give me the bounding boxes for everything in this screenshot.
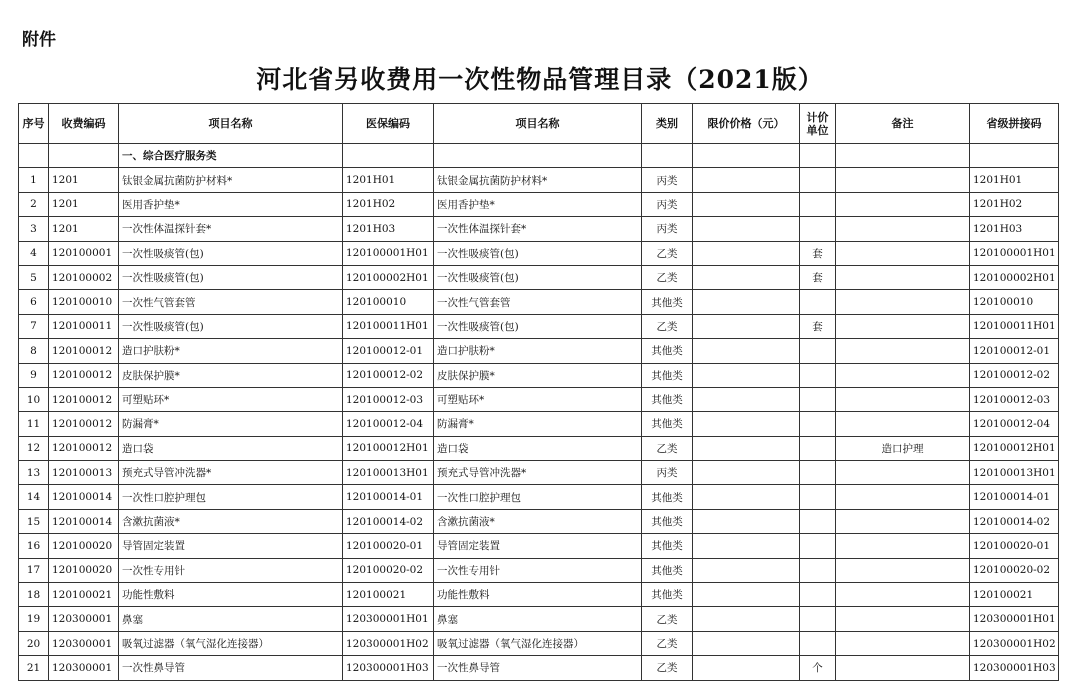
item-name-cell: 导管固定装置 xyxy=(119,534,343,558)
insurance-code-cell: 120100002H01 xyxy=(343,265,434,289)
table-row xyxy=(19,339,1059,363)
item-name-cell: 皮肤保护膜* xyxy=(119,363,343,387)
remark-cell: 造口护理 xyxy=(836,436,970,460)
unit-cell xyxy=(800,412,836,436)
remark-cell xyxy=(836,558,970,582)
insurance-code-cell: 120100001H01 xyxy=(343,241,434,265)
header-remark: 备注 xyxy=(836,104,970,144)
remark-cell xyxy=(836,265,970,289)
provincial-code-cell: 120100013H01 xyxy=(970,461,1059,485)
item-name-2-cell: 钛银金属抗菌防护材料* xyxy=(434,168,642,192)
category-cell: 乙类 xyxy=(642,314,693,338)
section-empty-cell xyxy=(343,144,434,168)
unit-cell xyxy=(800,192,836,216)
unit-cell: 套 xyxy=(800,241,836,265)
catalog-table xyxy=(18,103,1059,681)
item-name-cell: 一次性吸痰管(包) xyxy=(119,241,343,265)
provincial-code-cell: 120100020-01 xyxy=(970,534,1059,558)
price-cell xyxy=(693,290,800,314)
price-cell xyxy=(693,314,800,338)
table-row xyxy=(19,314,1059,338)
unit-cell xyxy=(800,558,836,582)
category-cell: 其他类 xyxy=(642,509,693,533)
provincial-code-cell: 120100012-04 xyxy=(970,412,1059,436)
category-cell: 其他类 xyxy=(642,363,693,387)
table-row xyxy=(19,485,1059,509)
seq-cell: 7 xyxy=(19,314,49,338)
item-name-2-cell: 预充式导管冲洗器* xyxy=(434,461,642,485)
item-name-cell: 预充式导管冲洗器* xyxy=(119,461,343,485)
fee-code-cell: 120100012 xyxy=(49,436,119,460)
unit-cell xyxy=(800,436,836,460)
item-name-cell: 一次性专用针 xyxy=(119,558,343,582)
category-cell: 乙类 xyxy=(642,241,693,265)
item-name-cell: 医用香护垫* xyxy=(119,192,343,216)
fee-code-cell: 120100012 xyxy=(49,387,119,411)
insurance-code-cell: 1201H01 xyxy=(343,168,434,192)
price-cell xyxy=(693,583,800,607)
seq-cell: 5 xyxy=(19,265,49,289)
category-cell: 丙类 xyxy=(642,168,693,192)
insurance-code-cell: 120300001H01 xyxy=(343,607,434,631)
fee-code-cell: 120100011 xyxy=(49,314,119,338)
header-price-limit: 限价价格（元） xyxy=(693,104,800,144)
table-row xyxy=(19,241,1059,265)
seq-cell: 4 xyxy=(19,241,49,265)
table-row xyxy=(19,387,1059,411)
item-name-cell: 造口袋 xyxy=(119,436,343,460)
price-cell xyxy=(693,485,800,509)
insurance-code-cell: 120100021 xyxy=(343,583,434,607)
section-empty-cell xyxy=(693,144,800,168)
unit-cell: 个 xyxy=(800,656,836,680)
unit-cell xyxy=(800,217,836,241)
table-row xyxy=(19,558,1059,582)
category-cell: 其他类 xyxy=(642,534,693,558)
unit-cell xyxy=(800,339,836,363)
item-name-cell: 吸氧过滤器（氧气湿化连接器） xyxy=(119,631,343,655)
item-name-2-cell: 造口袋 xyxy=(434,436,642,460)
price-cell xyxy=(693,387,800,411)
item-name-2-cell: 一次性气管套管 xyxy=(434,290,642,314)
table-row xyxy=(19,363,1059,387)
section-seq-cell xyxy=(19,144,49,168)
table-row xyxy=(19,509,1059,533)
category-cell: 丙类 xyxy=(642,217,693,241)
remark-cell xyxy=(836,631,970,655)
fee-code-cell: 1201 xyxy=(49,217,119,241)
insurance-code-cell: 120100012-02 xyxy=(343,363,434,387)
item-name-2-cell: 防漏膏* xyxy=(434,412,642,436)
price-cell xyxy=(693,265,800,289)
price-cell xyxy=(693,534,800,558)
insurance-code-cell: 1201H03 xyxy=(343,217,434,241)
provincial-code-cell: 120100012-01 xyxy=(970,339,1059,363)
table-row xyxy=(19,534,1059,558)
unit-cell xyxy=(800,607,836,631)
fee-code-cell: 120100013 xyxy=(49,461,119,485)
fee-code-cell: 120300001 xyxy=(49,656,119,680)
attachment-label: 附件 xyxy=(22,30,56,50)
price-cell xyxy=(693,363,800,387)
insurance-code-cell: 120100010 xyxy=(343,290,434,314)
header-fee-code: 收费编码 xyxy=(49,104,119,144)
unit-cell xyxy=(800,631,836,655)
price-cell xyxy=(693,192,800,216)
unit-cell xyxy=(800,168,836,192)
price-cell xyxy=(693,436,800,460)
item-name-cell: 防漏膏* xyxy=(119,412,343,436)
insurance-code-cell: 1201H02 xyxy=(343,192,434,216)
item-name-2-cell: 一次性吸痰管(包) xyxy=(434,314,642,338)
price-cell xyxy=(693,241,800,265)
table-row xyxy=(19,461,1059,485)
price-cell xyxy=(693,656,800,680)
provincial-code-cell: 120100014-02 xyxy=(970,509,1059,533)
provincial-code-cell: 1201H02 xyxy=(970,192,1059,216)
remark-cell xyxy=(836,363,970,387)
insurance-code-cell: 120300001H03 xyxy=(343,656,434,680)
seq-cell: 8 xyxy=(19,339,49,363)
remark-cell xyxy=(836,607,970,631)
header-row xyxy=(19,104,1059,144)
header-item-name: 项目名称 xyxy=(119,104,343,144)
remark-cell xyxy=(836,656,970,680)
seq-cell: 10 xyxy=(19,387,49,411)
item-name-2-cell: 鼻塞 xyxy=(434,607,642,631)
seq-cell: 15 xyxy=(19,509,49,533)
seq-cell: 13 xyxy=(19,461,49,485)
item-name-cell: 一次性鼻导管 xyxy=(119,656,343,680)
insurance-code-cell: 120100012H01 xyxy=(343,436,434,460)
category-cell: 其他类 xyxy=(642,339,693,363)
section-label: 一、综合医疗服务类 xyxy=(119,144,343,168)
table-row xyxy=(19,607,1059,631)
price-cell xyxy=(693,461,800,485)
item-name-2-cell: 一次性体温探针套* xyxy=(434,217,642,241)
insurance-code-cell: 120300001H02 xyxy=(343,631,434,655)
seq-cell: 9 xyxy=(19,363,49,387)
unit-cell: 套 xyxy=(800,265,836,289)
table-row xyxy=(19,217,1059,241)
item-name-2-cell: 一次性口腔护理包 xyxy=(434,485,642,509)
item-name-2-cell: 一次性专用针 xyxy=(434,558,642,582)
unit-cell xyxy=(800,485,836,509)
insurance-code-cell: 120100020-01 xyxy=(343,534,434,558)
seq-cell: 12 xyxy=(19,436,49,460)
fee-code-cell: 120300001 xyxy=(49,631,119,655)
provincial-code-cell: 120100012-03 xyxy=(970,387,1059,411)
category-cell: 丙类 xyxy=(642,192,693,216)
table-row xyxy=(19,631,1059,655)
item-name-cell: 功能性敷料 xyxy=(119,583,343,607)
fee-code-cell: 120100020 xyxy=(49,534,119,558)
section-fee-cell xyxy=(49,144,119,168)
table-row xyxy=(19,583,1059,607)
item-name-cell: 一次性气管套管 xyxy=(119,290,343,314)
remark-cell xyxy=(836,290,970,314)
header-unit-line1: 计价 xyxy=(806,110,829,124)
remark-cell xyxy=(836,485,970,509)
header-item-name-2: 项目名称 xyxy=(434,104,642,144)
fee-code-cell: 120100012 xyxy=(49,363,119,387)
item-name-cell: 可塑贴环* xyxy=(119,387,343,411)
seq-cell: 14 xyxy=(19,485,49,509)
item-name-2-cell: 一次性吸痰管(包) xyxy=(434,241,642,265)
fee-code-cell: 120100010 xyxy=(49,290,119,314)
fee-code-cell: 1201 xyxy=(49,168,119,192)
category-cell: 乙类 xyxy=(642,631,693,655)
category-cell: 乙类 xyxy=(642,607,693,631)
seq-cell: 17 xyxy=(19,558,49,582)
fee-code-cell: 120100002 xyxy=(49,265,119,289)
header-unit-line2: 单位 xyxy=(806,123,829,137)
price-cell xyxy=(693,509,800,533)
fee-code-cell: 120100014 xyxy=(49,509,119,533)
category-cell: 其他类 xyxy=(642,583,693,607)
insurance-code-cell: 120100011H01 xyxy=(343,314,434,338)
seq-cell: 6 xyxy=(19,290,49,314)
remark-cell xyxy=(836,217,970,241)
provincial-code-cell: 120100012H01 xyxy=(970,436,1059,460)
provincial-code-cell: 120100012-02 xyxy=(970,363,1059,387)
header-seq: 序号 xyxy=(19,104,49,144)
item-name-cell: 一次性口腔护理包 xyxy=(119,485,343,509)
insurance-code-cell: 120100012-01 xyxy=(343,339,434,363)
provincial-code-cell: 120100021 xyxy=(970,583,1059,607)
section-empty-cell xyxy=(800,144,836,168)
price-cell xyxy=(693,412,800,436)
section-empty-cell xyxy=(642,144,693,168)
remark-cell xyxy=(836,314,970,338)
category-cell: 乙类 xyxy=(642,656,693,680)
fee-code-cell: 120100012 xyxy=(49,412,119,436)
fee-code-cell: 120100012 xyxy=(49,339,119,363)
seq-cell: 19 xyxy=(19,607,49,631)
fee-code-cell: 120100020 xyxy=(49,558,119,582)
provincial-code-cell: 1201H03 xyxy=(970,217,1059,241)
header-provincial-code: 省级拼接码 xyxy=(970,104,1059,144)
insurance-code-cell: 120100012-04 xyxy=(343,412,434,436)
price-cell xyxy=(693,217,800,241)
item-name-cell: 鼻塞 xyxy=(119,607,343,631)
item-name-2-cell: 一次性吸痰管(包) xyxy=(434,265,642,289)
item-name-cell: 造口护肤粉* xyxy=(119,339,343,363)
item-name-cell: 含漱抗菌液* xyxy=(119,509,343,533)
remark-cell xyxy=(836,509,970,533)
fee-code-cell: 120100001 xyxy=(49,241,119,265)
item-name-2-cell: 皮肤保护膜* xyxy=(434,363,642,387)
provincial-code-cell: 120300001H03 xyxy=(970,656,1059,680)
price-cell xyxy=(693,558,800,582)
provincial-code-cell: 1201H01 xyxy=(970,168,1059,192)
header-unit xyxy=(800,104,836,144)
price-cell xyxy=(693,168,800,192)
header-insurance-code: 医保编码 xyxy=(343,104,434,144)
table-row xyxy=(19,168,1059,192)
provincial-code-cell: 120100011H01 xyxy=(970,314,1059,338)
provincial-code-cell: 120100001H01 xyxy=(970,241,1059,265)
category-cell: 其他类 xyxy=(642,485,693,509)
seq-cell: 20 xyxy=(19,631,49,655)
fee-code-cell: 120300001 xyxy=(49,607,119,631)
unit-cell xyxy=(800,534,836,558)
seq-cell: 18 xyxy=(19,583,49,607)
unit-cell xyxy=(800,363,836,387)
table-row xyxy=(19,290,1059,314)
item-name-2-cell: 导管固定装置 xyxy=(434,534,642,558)
remark-cell xyxy=(836,241,970,265)
section-empty-cell xyxy=(434,144,642,168)
price-cell xyxy=(693,607,800,631)
provincial-code-cell: 120100020-02 xyxy=(970,558,1059,582)
item-name-cell: 钛银金属抗菌防护材料* xyxy=(119,168,343,192)
category-cell: 其他类 xyxy=(642,290,693,314)
insurance-code-cell: 120100020-02 xyxy=(343,558,434,582)
fee-code-cell: 120100014 xyxy=(49,485,119,509)
section-empty-cell xyxy=(970,144,1059,168)
price-cell xyxy=(693,631,800,655)
item-name-2-cell: 功能性敷料 xyxy=(434,583,642,607)
remark-cell xyxy=(836,534,970,558)
category-cell: 其他类 xyxy=(642,387,693,411)
seq-cell: 1 xyxy=(19,168,49,192)
table-row xyxy=(19,436,1059,460)
seq-cell: 21 xyxy=(19,656,49,680)
unit-cell xyxy=(800,583,836,607)
unit-cell xyxy=(800,387,836,411)
section-empty-cell xyxy=(836,144,970,168)
price-cell xyxy=(693,339,800,363)
item-name-2-cell: 医用香护垫* xyxy=(434,192,642,216)
remark-cell xyxy=(836,339,970,363)
seq-cell: 16 xyxy=(19,534,49,558)
fee-code-cell: 120100021 xyxy=(49,583,119,607)
table-row xyxy=(19,192,1059,216)
category-cell: 乙类 xyxy=(642,265,693,289)
item-name-cell: 一次性吸痰管(包) xyxy=(119,314,343,338)
provincial-code-cell: 120300001H02 xyxy=(970,631,1059,655)
seq-cell: 3 xyxy=(19,217,49,241)
unit-cell: 套 xyxy=(800,314,836,338)
category-cell: 其他类 xyxy=(642,412,693,436)
item-name-cell: 一次性体温探针套* xyxy=(119,217,343,241)
item-name-2-cell: 造口护肤粉* xyxy=(434,339,642,363)
remark-cell xyxy=(836,387,970,411)
remark-cell xyxy=(836,412,970,436)
provincial-code-cell: 120100002H01 xyxy=(970,265,1059,289)
item-name-cell: 一次性吸痰管(包) xyxy=(119,265,343,289)
remark-cell xyxy=(836,461,970,485)
unit-cell xyxy=(800,461,836,485)
unit-cell xyxy=(800,509,836,533)
item-name-2-cell: 一次性鼻导管 xyxy=(434,656,642,680)
category-cell: 丙类 xyxy=(642,461,693,485)
seq-cell: 11 xyxy=(19,412,49,436)
unit-cell xyxy=(800,290,836,314)
item-name-2-cell: 吸氧过滤器（氧气湿化连接器） xyxy=(434,631,642,655)
document-title: 河北省另收费用一次性物品管理目录（2021版） xyxy=(256,65,824,94)
table-row xyxy=(19,656,1059,680)
item-name-2-cell: 可塑贴环* xyxy=(434,387,642,411)
insurance-code-cell: 120100012-03 xyxy=(343,387,434,411)
provincial-code-cell: 120300001H01 xyxy=(970,607,1059,631)
insurance-code-cell: 120100013H01 xyxy=(343,461,434,485)
remark-cell xyxy=(836,192,970,216)
remark-cell xyxy=(836,583,970,607)
item-name-2-cell: 含漱抗菌液* xyxy=(434,509,642,533)
insurance-code-cell: 120100014-02 xyxy=(343,509,434,533)
fee-code-cell: 1201 xyxy=(49,192,119,216)
category-cell: 乙类 xyxy=(642,436,693,460)
insurance-code-cell: 120100014-01 xyxy=(343,485,434,509)
category-cell: 其他类 xyxy=(642,558,693,582)
table-row xyxy=(19,412,1059,436)
table-row xyxy=(19,265,1059,289)
seq-cell: 2 xyxy=(19,192,49,216)
provincial-code-cell: 120100010 xyxy=(970,290,1059,314)
remark-cell xyxy=(836,168,970,192)
provincial-code-cell: 120100014-01 xyxy=(970,485,1059,509)
section-row xyxy=(19,144,1059,168)
header-category: 类别 xyxy=(642,104,693,144)
